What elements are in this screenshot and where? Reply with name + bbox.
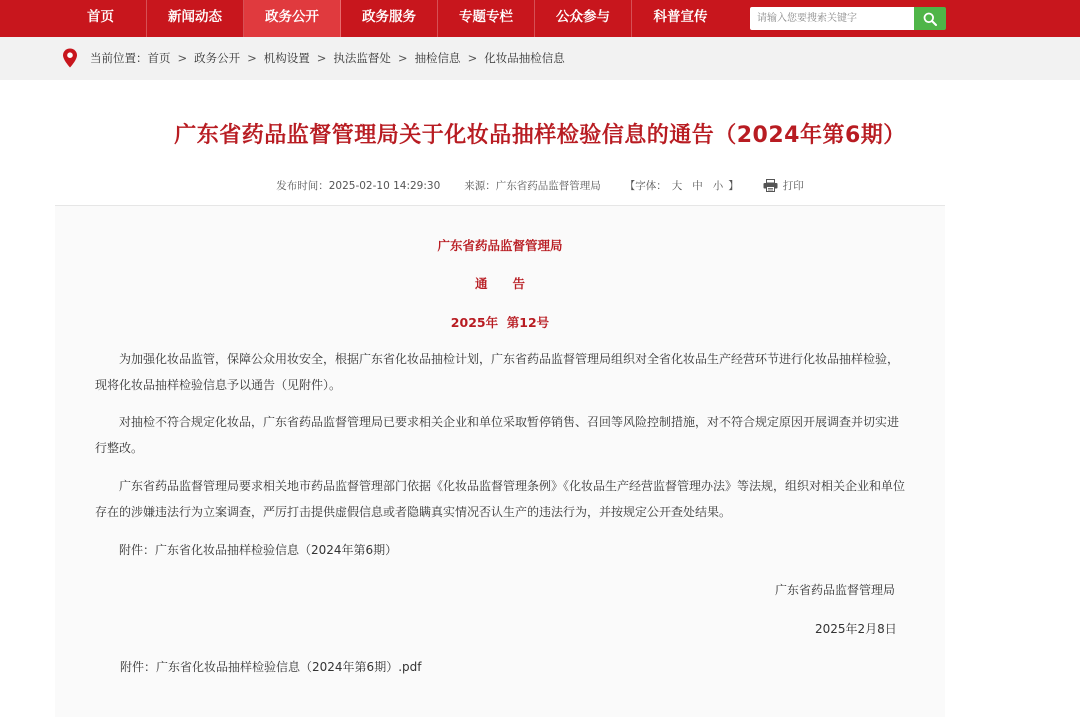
breadcrumb-separator: > — [247, 51, 257, 65]
breadcrumb-enforcement-division[interactable]: 执法监督处 — [333, 51, 391, 65]
search-input[interactable] — [750, 7, 914, 30]
breadcrumb-separator: > — [177, 51, 188, 65]
nav-item-science[interactable]: 科普宣传 — [653, 9, 708, 25]
breadcrumb-organization[interactable]: 机构设置 — [263, 51, 310, 65]
nav-item-home[interactable]: 首页 — [55, 0, 147, 37]
font-large-button[interactable]: 大 — [671, 180, 683, 192]
breadcrumb-cosmetics-inspection[interactable]: 化妆品抽检信息 — [484, 51, 565, 65]
nav-item-government-affairs[interactable]: 政务公开 — [244, 0, 341, 37]
breadcrumb-government-affairs[interactable]: 政务公开 — [194, 51, 241, 65]
breadcrumb — [62, 48, 565, 68]
nav-item-public-participation[interactable]: 公众参与 — [535, 0, 632, 37]
nav-item-news[interactable]: 新闻动态 — [147, 0, 244, 37]
breadcrumb-separator: > — [397, 51, 408, 65]
breadcrumb-separator: > — [316, 51, 327, 65]
article-content — [55, 205, 945, 717]
breadcrumb-home[interactable]: 首页 — [147, 51, 171, 65]
article-meta — [0, 178, 1080, 193]
search-box — [750, 7, 946, 30]
source-value: 广东省药品监督管理局 — [495, 180, 601, 192]
publish-time: 2025-02-10 14:29:30 — [328, 179, 441, 192]
font-size-label: 【字体： — [624, 180, 667, 192]
notice-date: 2025年2月8日 — [815, 622, 897, 636]
search-icon — [923, 12, 937, 26]
notice-attachment-line: 附件：广东省化妆品抽样检验信息（2024年第6期） — [119, 543, 398, 557]
notice-heading: 通 告 — [474, 276, 525, 291]
nav-item-special-topics[interactable]: 专题专栏 — [438, 0, 535, 37]
font-small-button[interactable]: 小 — [712, 180, 724, 192]
notice-paragraph-3: 广东省药品监督管理局要求相关地市药品监督管理部门依据《化妆品监督管理条例》《化妆品生产经营监督管理办法》等法规，组织对相关企业和单位存在的涉嫌违法行为立案调查，严厉打击提供虚假信息或者隐瞒真实情况否认生产的违法行为，并按规定公开查处结果。 — [95, 479, 906, 519]
breadcrumb-inspection-info[interactable]: 抽检信息 — [414, 51, 461, 65]
attachment-pdf-link[interactable]: 广东省化妆品抽样检验信息（2024年第6期）.pdf — [156, 660, 422, 674]
attachment-label: 附件： — [120, 660, 157, 674]
publish-time-label: 发布时间： — [276, 180, 329, 192]
nav-item-services[interactable]: 政务服务 — [341, 0, 438, 37]
notice-number: 2025年 第12号 — [450, 315, 550, 330]
print-label: 打印 — [782, 180, 804, 192]
breadcrumb-separator: > — [467, 51, 478, 65]
search-button[interactable] — [914, 7, 946, 30]
font-size-close: 】 — [728, 180, 739, 192]
notice-agency: 广东省药品监督管理局 — [437, 238, 563, 253]
attachment-download — [120, 658, 421, 675]
breadcrumb-prefix: 当前位置： — [90, 51, 148, 65]
location-pin-icon — [62, 48, 78, 68]
main-menu — [55, 0, 729, 37]
notice-paragraph-2: 对抽检不符合规定化妆品，广东省药品监督管理局已要求相关企业和单位采取暂停销售、召回等风险控制措施，对不符合规定原因开展调查并切实进行整改。 — [95, 415, 900, 455]
print-button[interactable] — [763, 178, 804, 193]
breadcrumb-bar — [0, 37, 1080, 80]
printer-icon — [763, 179, 778, 192]
font-medium-button[interactable]: 中 — [692, 180, 703, 192]
article-title: 广东省药品监督管理局关于化妆品抽样检验信息的通告（2024年第6期） — [174, 123, 906, 148]
notice-paragraph-1: 为加强化妆品监管，保障公众用妆安全，根据广东省化妆品抽检计划，广东省药品监督管理局组织对全省化妆品生产经营环节进行化妆品抽样检验，现将化妆品抽样检验信息予以通告（见附件）。 — [95, 352, 900, 392]
source-label: 来源： — [464, 180, 496, 192]
top-nav-bar — [0, 0, 1080, 37]
notice-signature: 广东省药品监督管理局 — [775, 583, 896, 597]
